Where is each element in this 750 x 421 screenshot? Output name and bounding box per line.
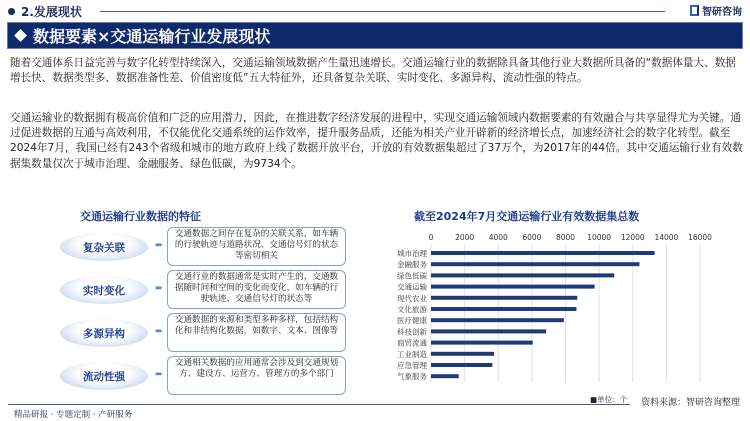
bar [431, 251, 655, 255]
bar [431, 341, 533, 345]
x-tick-label: 12000 [620, 233, 645, 242]
feature-item [60, 227, 360, 269]
arrow-right-icon: ➨ [155, 240, 164, 251]
logo-icon [690, 5, 699, 16]
footer-divider [8, 404, 630, 405]
y-category-label: 科技创新 [397, 327, 427, 337]
x-tick-label: 10000 [587, 233, 612, 242]
bar [431, 352, 494, 356]
feature-label: 多源异构 [60, 319, 148, 347]
bar [431, 307, 576, 311]
x-tick-label: 14000 [654, 233, 679, 242]
feature-item [60, 270, 360, 312]
bar [431, 374, 459, 378]
feature-description: 交通相关数据的应用通常会涉及到交通规划方、建设方、运营方、管理方的多个部门 [167, 356, 346, 395]
bar [431, 363, 492, 367]
unit-legend: ■单位：个 [590, 395, 628, 404]
x-tick-label: 4000 [488, 233, 508, 242]
paragraph: 交通运输业的数据拥有极高价值和广泛的应用潜力，因此，在推进数字经济发展的进程中，实现交通运输领域内数据要素的有效融合与共享显得尤为关键。通过促进数据的互通与高效利用，不仅能优化交通系统的运作效率，提升服务品质，还能为相关产业开辟新的经济增长点，加速经济社会的数字化转型。截至2024年7月，我国已经有243个省级和城市的地方政府上线了数据开放平台，开放的有效数据集超过了37万个，为2017年的44倍。其中交通运输行业有效数据集数量仅次于城市治理、金融服务、绿色低碳，为9734个。 [10, 112, 743, 170]
x-tick-label: 16000 [688, 233, 712, 242]
logo-text: 智研咨询 [702, 7, 742, 18]
bar [431, 285, 595, 289]
diamond-icon [14, 29, 27, 42]
source-note: 资料来源：智研咨询整理 [640, 398, 740, 408]
divider [100, 11, 665, 12]
y-category-label: 交通运输 [397, 282, 427, 292]
feature-label: 复杂关联 [60, 233, 148, 261]
arrow-right-icon: ➨ [155, 326, 164, 337]
arrow-right-icon: ➨ [155, 369, 164, 380]
y-category-label: 城市治理 [397, 249, 427, 258]
feature-description: 交通行业的数据通常是实时产生的，交通数据随时间和空间的变化而变化，如车辆的行驶轨迹、交通信号灯的状态等 [167, 270, 346, 309]
page-banner [7, 22, 743, 49]
bar [431, 318, 564, 322]
y-category-label: 金融服务 [397, 260, 427, 270]
bar [431, 296, 577, 300]
feature-description: 交通数据之间存在复杂的关联关系，如车辆的行驶轨迹与道路状况、交通信号灯的状态等密切相关 [167, 227, 346, 266]
bar [431, 329, 546, 333]
feature-label: 实时变化 [60, 276, 148, 304]
y-category-label: 工业制造 [397, 349, 427, 359]
footer-slogan: 精品研报 · 专题定制 · 产研服务 [14, 410, 133, 420]
feature-item [60, 313, 360, 355]
bar [431, 273, 614, 277]
feature-item [60, 356, 360, 398]
arrow-right-icon: ➨ [155, 283, 164, 294]
x-tick-label: 0 [428, 233, 434, 242]
bar [431, 262, 639, 266]
paragraph: 随着交通体系日益完善与数字化转型持续深入，交通运输领域数据产生量迅速增长。交通运输行业的数据除具备其他行业大数据所具备的“数据体量大、数据增长快、数据类型多、数据准备性差、价值密度低”五大特征外，还具备复杂关联、实时变化、多源异构、流动性强的特点。 [10, 57, 736, 85]
y-category-label: 气象服务 [397, 372, 427, 382]
brand-logo [690, 3, 742, 18]
section-heading [8, 3, 82, 20]
features-title: 交通运输行业数据的特征 [80, 210, 201, 223]
y-category-label: 商贸流通 [397, 338, 427, 348]
page-title: 数据要素×交通运输行业发展现状 [33, 27, 271, 46]
x-tick-label: 6000 [522, 233, 542, 242]
y-category-label: 绿色低碳 [397, 271, 427, 281]
x-tick-label: 8000 [555, 233, 576, 242]
x-tick-label: 2000 [455, 233, 475, 242]
bullet-icon [8, 8, 15, 15]
feature-description: 交通数据的来源和类型多种多样，包括结构化和非结构化数据，如数字、文本、图像等 [167, 313, 346, 352]
section-title: 2.发展现状 [21, 5, 82, 19]
chart-title: 截至2024年7月交通运输行业有效数据集总数 [414, 210, 640, 223]
feature-label: 流动性强 [60, 362, 148, 390]
y-category-label: 现代农业 [397, 293, 427, 303]
y-category-label: 医疗健康 [397, 316, 427, 326]
y-category-label: 应急管理 [397, 361, 427, 370]
y-category-label: 文化旅游 [397, 305, 427, 314]
